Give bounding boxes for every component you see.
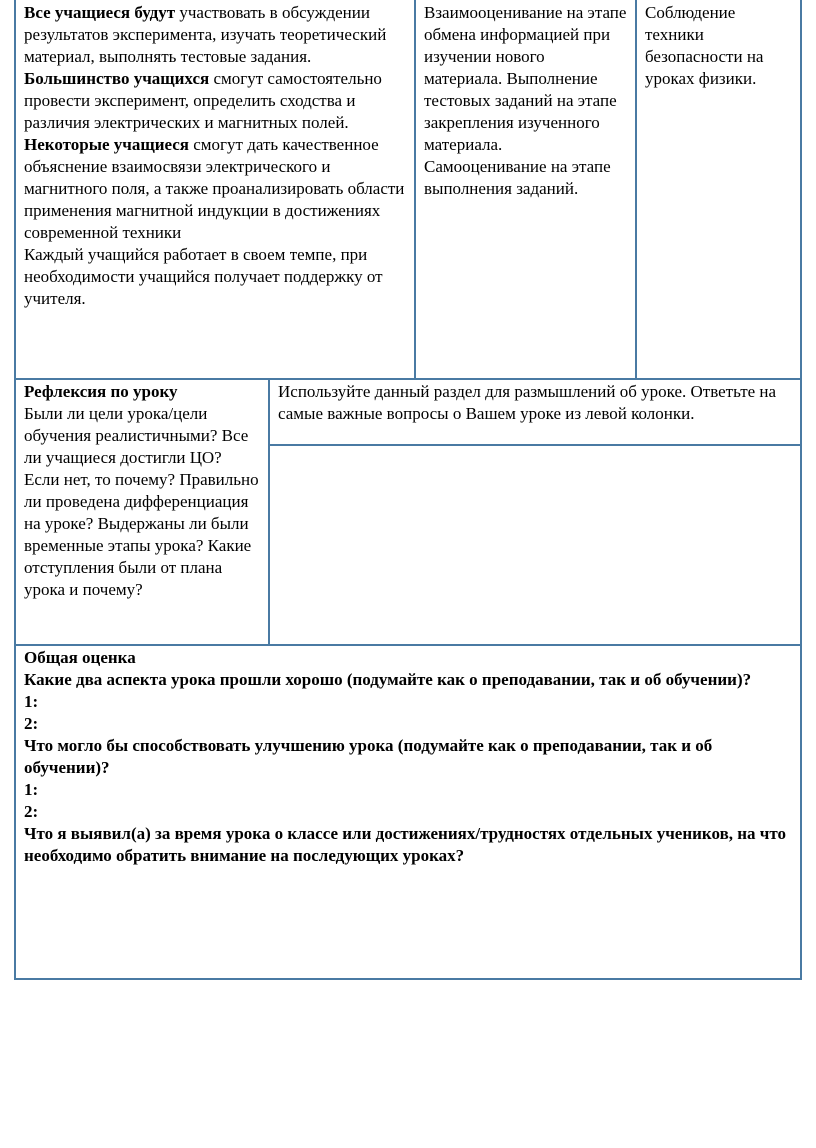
some-students-text: смогут дать качественное объяснение взаимосвязи электрического и магнитного поля, а также проанализировать области применения магнитной индукции в достижениях современной техники (24, 135, 405, 242)
pace-text: Каждый учащийся работает в своем темпе, при необходимости учащийся получает поддержку от учителя. (24, 245, 383, 308)
safety-cell: Соблюдение техники безопасности на уроках физики. (645, 3, 764, 88)
differentiation-cell (16, 0, 416, 378)
reflection-answer-area[interactable] (270, 446, 800, 644)
lesson-plan-table (14, 0, 802, 980)
outcomes-row (14, 0, 802, 380)
most-students-label: Большинство учащихся (24, 69, 210, 88)
question-improvement: Что могло бы способствовать улучшению урока (подумайте как о преподавании, так и об обучении)? (24, 736, 713, 777)
assessment-cell: Взаимооценивание на этапе обмена информацией при изучении нового материала. Выполнение тестовых заданий на этапе закрепления изученного материала. Самооценивание на этапе выполнения заданий. (416, 0, 637, 378)
answer-label-1: 1: (24, 780, 39, 799)
most-students-text: смогут самостоятельно провести эксперимент, определить сходства и различия электрических и магнитных полей. (24, 69, 382, 132)
all-students-text: участвовать в обсуждении результатов эксперимента, изучать теоретический материал, выполнять тестовые задания. (24, 3, 387, 66)
overall-title: Общая оценка (24, 648, 136, 667)
reflection-title: Рефлексия по уроку (24, 382, 178, 401)
question-class-observations: Что я выявил(а) за время урока о классе или достижениях/трудностях отдельных учеников, на что необходимо обратить внимание на последующих уроках? (24, 824, 787, 865)
answer-label-2: 2: (24, 802, 39, 821)
overall-assessment-row (14, 646, 802, 980)
reflection-questions: Были ли цели урока/цели обучения реалистичными? Все ли учащиеся достигли ЦО? Если нет, то почему? Правильно ли проведена дифференциация на уроке? Выдержаны ли были временные этапы урока? Какие отступления были от плана урока и почему? (24, 404, 259, 599)
answer-label-1: 1: (24, 692, 39, 711)
reflection-questions-cell (16, 380, 270, 644)
reflection-row (14, 380, 802, 646)
question-went-well: Какие два аспекта урока прошли хорошо (подумайте как о преподавании, так и об обучении)? (24, 670, 752, 689)
all-students-label: Все учащиеся будут (24, 3, 176, 22)
some-students-label: Некоторые учащиеся (24, 135, 189, 154)
reflection-instructions-cell: Используйте данный раздел для размышлений об уроке. Ответьте на самые важные вопросы о Вашем уроке из левой колонки. (270, 380, 800, 446)
answer-label-2: 2: (24, 714, 39, 733)
